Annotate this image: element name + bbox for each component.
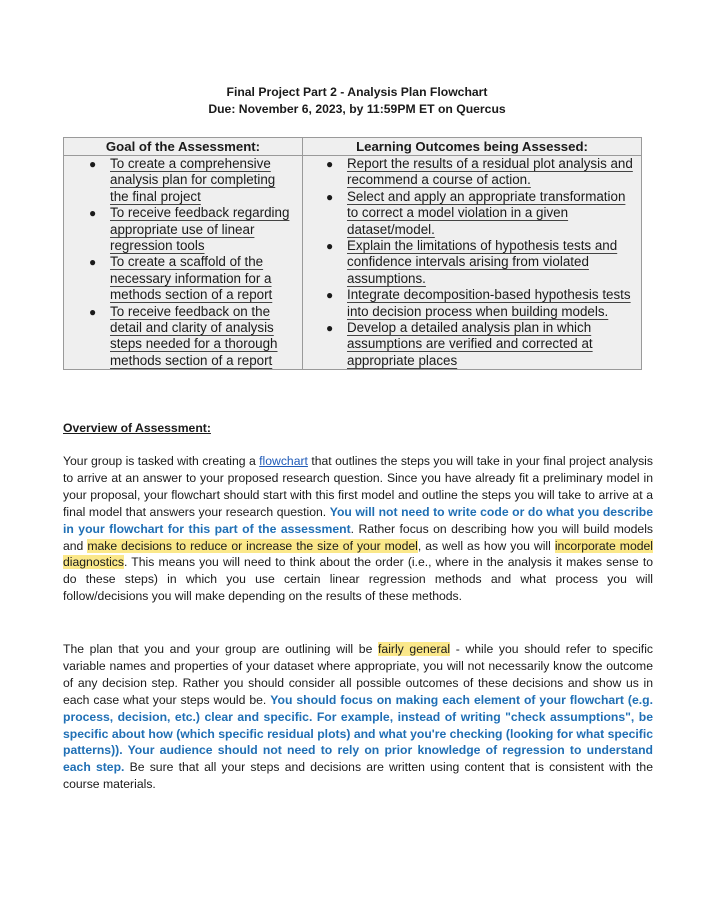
bullet-icon: ● — [326, 288, 334, 303]
due-date: Due: November 6, 2023, by 11:59PM ET on Quercus — [208, 102, 506, 116]
list-item: ● Explain the limitations of hypothesis tests and confidence intervals arising from violated assumptions. — [326, 238, 618, 286]
list-item: ● To receive feedback on the detail and clarity of analysis steps needed for a thorough methods section of a report — [89, 303, 278, 368]
bullet-icon: ● — [89, 304, 97, 319]
list-item: ● To create a comprehensive analysis plan for completing the final project — [89, 156, 276, 204]
list-item: ● Integrate decomposition-based hypothesis tests into decision process when building models. — [326, 287, 631, 319]
bullet-icon: ● — [326, 239, 334, 254]
emphasis-text: You will not need to write code or do what you describe in your flowchart for this part of the assessment — [63, 504, 653, 536]
outcomes-list — [303, 156, 641, 369]
goal-column-header: Goal of the Assessment: — [64, 138, 303, 156]
emphasis-text: You should focus on making each element of your flowchart (e.g. process, decision, etc.) clear and specific. For example, instead of writing "check assumptions", be specific about how (which specific residual plots) and what you're checking (looking for what specific patterns)). Your audience should not need to rely on prior knowledge of regression to understand each step. — [63, 692, 653, 775]
bullet-icon: ● — [326, 321, 334, 336]
highlighted-text: fairly general — [378, 642, 451, 656]
bullet-icon: ● — [89, 157, 97, 171]
list-item: ● Report the results of a residual plot analysis and recommend a course of action. — [326, 156, 633, 188]
outcomes-column-header: Learning Outcomes being Assessed: — [303, 138, 642, 156]
overview-paragraph-1: Your group is tasked with creating a flowchart that outlines the steps you will take in your final project analysis to arrive at an answer to your proposed research question. Since you have already fit a preliminary model in your proposal, your flowchart should start with this first model and outline the steps you will take to arrive at a final model that answers your research question. You will not need to write code or do what you describe in your flowchart for this part of the assessment. Rather focus on describing how you will build models and make decisions to reduce or increase the size of your model, as well as how you will incorporate model diagnostics. This means you will need to think about the order (i.e., where in the analysis it makes sense to do these steps) in which you use certain linear regression methods and what process you will follow/decisions you will make depending on the results of these methods. — [63, 454, 653, 604]
overview-heading: Overview of Assessment: — [63, 421, 211, 435]
highlighted-text: make decisions to reduce or increase the size of your model — [87, 538, 418, 553]
list-item: ● To receive feedback regarding appropriate use of linear regression tools — [89, 205, 290, 254]
goals-list — [64, 156, 302, 369]
outcomes-cell — [303, 156, 642, 370]
highlighted-text: incorporate model diagnostics — [63, 538, 653, 570]
list-item: ● Develop a detailed analysis plan in which assumptions are verified and corrected at appropriate places — [326, 320, 593, 368]
bullet-icon: ● — [326, 189, 334, 204]
bullet-icon: ● — [89, 255, 97, 270]
document-title: Final Project Part 2 - Analysis Plan Flowchart — [226, 85, 488, 99]
goals-cell — [64, 156, 303, 370]
bullet-icon: ● — [326, 157, 334, 171]
overview-paragraph-2: The plan that you and your group are outlining will be fairly general - while you should refer to specific variable names and properties of your dataset where appropriate, you will not necessarily know the outcome of any decision step. Rather you should consider all possible outcomes of these decisions and show us in each case what your steps would be. You should focus on making each element of your flowchart (e.g. process, decision, etc.) clear and specific. For example, instead of writing "check assumptions", be specific about how (which specific residual plots) and what you're checking (looking for what specific patterns)). Your audience should not need to rely on prior knowledge of regression to understand each step. Be sure that all your steps and decisions are written using content that is consistent with the course materials. — [63, 642, 653, 792]
list-item: ● Select and apply an appropriate transformation to correct a model violation in a given dataset/model. — [326, 188, 626, 237]
assessment-table — [63, 137, 642, 370]
flowchart-link[interactable]: flowchart — [259, 454, 308, 468]
list-item: ● To create a scaffold of the necessary information for a methods section of a report — [89, 254, 273, 303]
bullet-icon: ● — [89, 206, 97, 221]
document-header — [0, 84, 714, 118]
